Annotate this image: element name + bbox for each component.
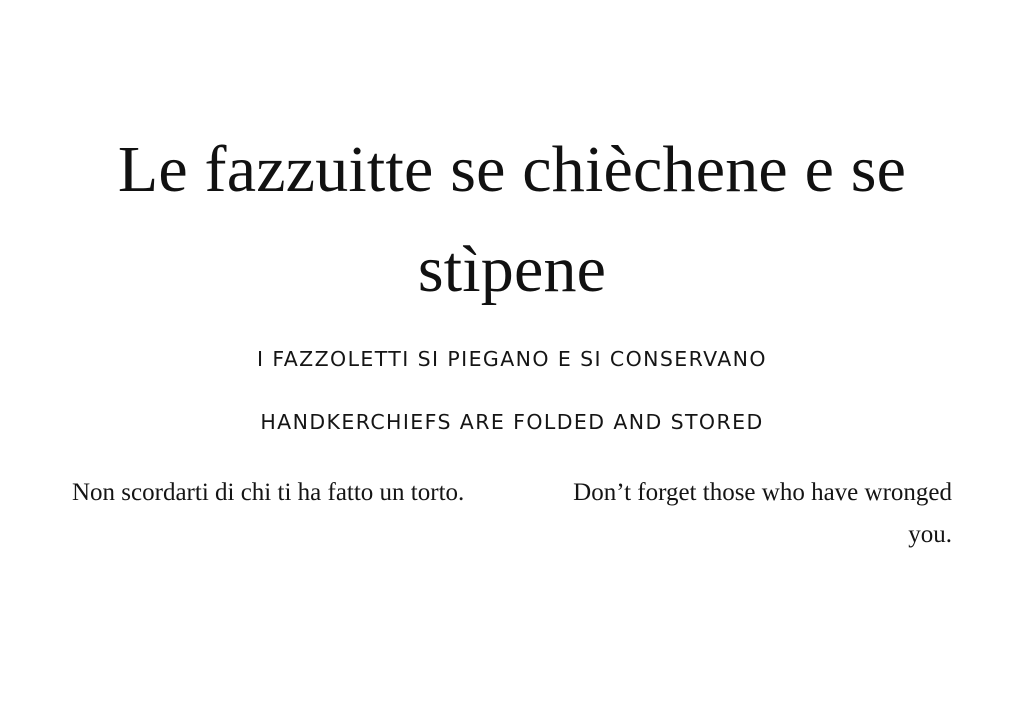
gloss-english-meaning: Don’t forget those who have wronged you. xyxy=(573,479,952,548)
headline-dialect-phrase: Le fazzuitte se chièchene e se stìpene xyxy=(117,133,907,307)
subtitle-italian-translation: I FAZZOLETTI SI PIEGANO E SI CONSERVANO xyxy=(257,347,767,371)
gloss-row xyxy=(0,472,1024,572)
gloss-italian-meaning: Non scordarti di chi ti ha fatto un torto. xyxy=(72,479,465,506)
subtitle-english-translation: HANDKERCHIEFS ARE FOLDED AND STORED xyxy=(260,410,764,434)
